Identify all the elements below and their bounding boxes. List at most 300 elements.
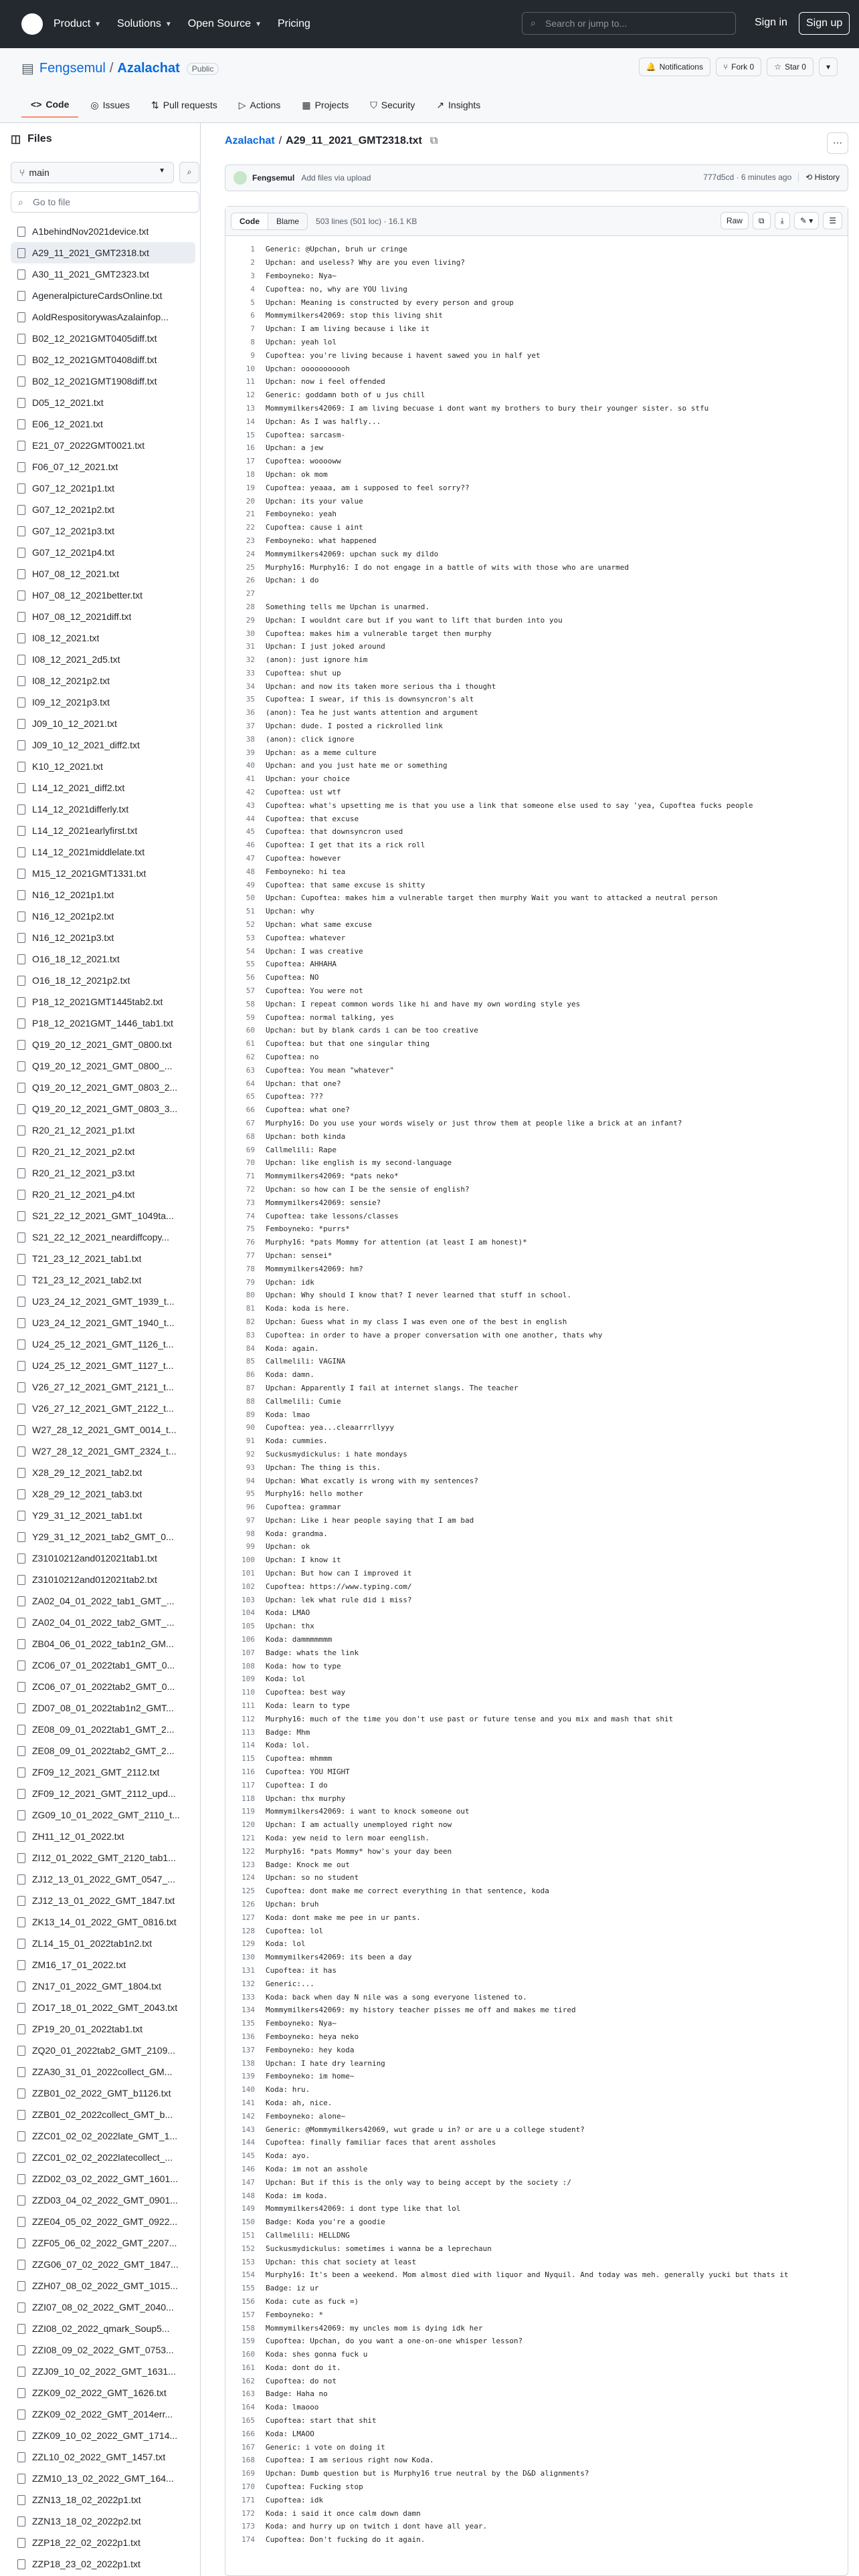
line-number[interactable]: 78	[246, 1264, 255, 1273]
symbols-panel-icon[interactable]: ☰	[823, 212, 842, 229]
sidebar-file-item[interactable]	[11, 499, 195, 520]
star-dropdown-button[interactable]	[819, 58, 838, 76]
sidebar-file-item[interactable]	[11, 2147, 195, 2168]
line-number[interactable]: 108	[242, 1661, 255, 1671]
line-number[interactable]: 101	[242, 1569, 255, 1578]
line-number[interactable]: 60	[246, 1026, 255, 1035]
line-number[interactable]: 75	[246, 1224, 255, 1234]
line-number[interactable]: 171	[242, 2495, 255, 2504]
line-number[interactable]: 22	[246, 523, 255, 532]
line-number[interactable]: 28	[246, 602, 255, 611]
line-number[interactable]: 59	[246, 1012, 255, 1022]
sidebar-file-item[interactable]	[11, 2489, 195, 2510]
line-number[interactable]: 144	[242, 2138, 255, 2147]
line-number[interactable]: 21	[246, 510, 255, 519]
line-number[interactable]: 11	[246, 377, 255, 387]
line-number[interactable]: 43	[246, 800, 255, 810]
line-number[interactable]: 162	[242, 2376, 255, 2385]
sidebar-file-item[interactable]	[11, 328, 195, 349]
line-number[interactable]: 81	[246, 1304, 255, 1313]
sidebar-file-item[interactable]	[11, 2104, 195, 2125]
sidebar-file-item[interactable]	[11, 713, 195, 734]
code-view-tab[interactable]: Code	[231, 213, 268, 229]
line-number[interactable]: 93	[246, 1463, 255, 1472]
line-number[interactable]: 94	[246, 1476, 255, 1485]
sidebar-file-item[interactable]	[11, 649, 195, 670]
global-search-input[interactable]	[522, 12, 736, 35]
line-number[interactable]: 83	[246, 1330, 255, 1339]
sidebar-file-item[interactable]	[11, 1933, 195, 1954]
sign-in-link[interactable]: Sign in	[755, 17, 787, 28]
line-number[interactable]: 130	[242, 1953, 255, 1962]
line-number[interactable]: 143	[242, 2125, 255, 2134]
sidebar-file-item[interactable]	[11, 991, 195, 1012]
line-number[interactable]: 40	[246, 761, 255, 770]
sidebar-file-item[interactable]	[11, 2082, 195, 2104]
sidebar-file-item[interactable]	[11, 1012, 195, 1034]
search-files-button[interactable]	[179, 162, 199, 183]
line-number[interactable]: 159	[242, 2337, 255, 2346]
sidebar-file-item[interactable]	[11, 1333, 195, 1355]
line-number[interactable]: 70	[246, 1158, 255, 1168]
sidebar-file-item[interactable]	[11, 221, 195, 242]
sidebar-file-item[interactable]	[11, 798, 195, 820]
commit-message-link[interactable]: Add files via upload	[301, 173, 371, 183]
line-number[interactable]: 121	[242, 1834, 255, 1843]
line-number[interactable]: 110	[242, 1688, 255, 1697]
line-number[interactable]: 10	[246, 364, 255, 373]
sidebar-file-item[interactable]	[11, 1590, 195, 1612]
line-number[interactable]: 90	[246, 1423, 255, 1432]
nav-solutions[interactable]	[117, 18, 172, 30]
line-number[interactable]: 74	[246, 1211, 255, 1220]
sidebar-file-item[interactable]	[11, 477, 195, 499]
line-number[interactable]: 26	[246, 576, 255, 585]
sidebar-file-item[interactable]	[11, 2403, 195, 2425]
repo-name-link[interactable]: Azalachat	[117, 61, 180, 76]
line-number[interactable]: 91	[246, 1436, 255, 1446]
sidebar-file-item[interactable]	[11, 1740, 195, 1761]
line-number[interactable]: 139	[242, 2072, 255, 2081]
line-number[interactable]: 124	[242, 1873, 255, 1883]
line-number[interactable]: 155	[242, 2284, 255, 2293]
breadcrumb-repo-link[interactable]: Azalachat	[225, 135, 275, 146]
line-number[interactable]: 158	[242, 2323, 255, 2333]
line-number[interactable]: 72	[246, 1184, 255, 1194]
line-number[interactable]: 58	[246, 999, 255, 1008]
sidebar-file-item[interactable]	[11, 820, 195, 841]
copy-path-icon[interactable]: ⧉	[430, 135, 438, 146]
line-number[interactable]: 112	[242, 1714, 255, 1723]
sidebar-file-item[interactable]	[11, 2232, 195, 2254]
notifications-button[interactable]	[639, 58, 710, 76]
line-number[interactable]: 9	[250, 350, 255, 360]
line-number[interactable]: 86	[246, 1370, 255, 1380]
line-number[interactable]: 16	[246, 443, 255, 453]
line-number[interactable]: 46	[246, 841, 255, 850]
sidebar-file-item[interactable]	[11, 2361, 195, 2382]
line-number[interactable]: 116	[242, 1767, 255, 1777]
sidebar-file-item[interactable]	[11, 1954, 195, 1975]
sidebar-file-item[interactable]	[11, 1355, 195, 1376]
repo-owner-link[interactable]: Fengsemul	[39, 61, 106, 76]
sidebar-file-item[interactable]	[11, 2254, 195, 2275]
line-number[interactable]: 47	[246, 854, 255, 863]
line-number[interactable]: 167	[242, 2442, 255, 2452]
line-number[interactable]: 2	[250, 258, 255, 267]
line-number[interactable]: 120	[242, 1820, 255, 1830]
line-number[interactable]: 62	[246, 1053, 255, 1061]
line-number[interactable]: 53	[246, 933, 255, 942]
line-number[interactable]: 145	[242, 2151, 255, 2161]
line-number[interactable]: 51	[246, 907, 255, 916]
tab-projects[interactable]	[292, 92, 358, 118]
line-number[interactable]: 68	[246, 1132, 255, 1141]
sidebar-file-item[interactable]	[11, 1654, 195, 1676]
line-number[interactable]: 31	[246, 642, 255, 651]
line-number[interactable]: 84	[246, 1344, 255, 1353]
line-number[interactable]: 66	[246, 1105, 255, 1115]
line-number[interactable]: 35	[246, 695, 255, 704]
line-number[interactable]: 134	[242, 2006, 255, 2015]
line-number[interactable]: 131	[242, 1965, 255, 1975]
line-number[interactable]: 13	[246, 403, 255, 413]
sidebar-file-item[interactable]	[11, 370, 195, 392]
sidebar-file-item[interactable]	[11, 2468, 195, 2489]
line-number[interactable]: 64	[246, 1079, 255, 1088]
sidebar-file-item[interactable]	[11, 2168, 195, 2189]
line-number[interactable]: 163	[242, 2389, 255, 2399]
line-number[interactable]: 69	[246, 1145, 255, 1154]
sidebar-file-item[interactable]	[11, 2532, 195, 2553]
line-number[interactable]: 123	[242, 1860, 255, 1869]
line-number[interactable]: 15	[246, 430, 255, 439]
line-number[interactable]: 49	[246, 880, 255, 889]
line-number[interactable]: 132	[242, 1979, 255, 1988]
sidebar-file-item[interactable]	[11, 2553, 195, 2575]
line-number[interactable]: 141	[242, 2098, 255, 2107]
sidebar-file-item[interactable]	[11, 349, 195, 370]
history-button[interactable]	[798, 173, 840, 182]
line-number[interactable]: 98	[246, 1529, 255, 1538]
line-number[interactable]: 42	[246, 788, 255, 797]
sidebar-file-item[interactable]	[11, 1034, 195, 1055]
line-number[interactable]: 37	[246, 722, 255, 731]
sidebar-file-item[interactable]	[11, 905, 195, 927]
sidebar-file-item[interactable]	[11, 1462, 195, 1483]
line-number[interactable]: 8	[250, 337, 255, 346]
line-number[interactable]: 114	[242, 1741, 255, 1750]
sidebar-file-item[interactable]	[11, 1376, 195, 1398]
sidebar-file-item[interactable]	[11, 1077, 195, 1098]
sidebar-file-item[interactable]	[11, 1547, 195, 1569]
raw-button[interactable]: Raw	[721, 212, 749, 229]
line-number[interactable]: 61	[246, 1039, 255, 1049]
sidebar-file-item[interactable]	[11, 542, 195, 563]
more-options-button[interactable]	[827, 132, 848, 154]
sidebar-file-item[interactable]	[11, 1804, 195, 1826]
sidebar-file-item[interactable]	[11, 435, 195, 456]
tab-issues[interactable]	[81, 92, 139, 118]
sidebar-file-item[interactable]	[11, 1569, 195, 1590]
line-number[interactable]: 102	[242, 1582, 255, 1591]
sidebar-file-item[interactable]	[11, 1291, 195, 1312]
line-number[interactable]: 73	[246, 1198, 255, 1207]
line-number[interactable]: 1	[250, 245, 255, 254]
line-number[interactable]: 5	[250, 298, 255, 307]
commit-hash-time[interactable]: 777d5cd · 6 minutes ago	[703, 173, 792, 182]
line-number[interactable]: 161	[242, 2363, 255, 2372]
line-number[interactable]: 33	[246, 668, 255, 677]
sidebar-file-item[interactable]	[11, 1719, 195, 1740]
line-number[interactable]: 57	[246, 986, 255, 996]
line-number[interactable]: 151	[242, 2230, 255, 2240]
sidebar-file-item[interactable]	[11, 1119, 195, 1141]
sidebar-file-item[interactable]	[11, 1676, 195, 1697]
sidebar-file-item[interactable]	[11, 2018, 195, 2040]
line-number[interactable]: 117	[242, 1780, 255, 1790]
sidebar-file-item[interactable]	[11, 2189, 195, 2211]
line-number[interactable]: 128	[242, 1926, 255, 1935]
line-number[interactable]: 135	[242, 2019, 255, 2028]
sidebar-file-item[interactable]	[11, 242, 195, 263]
line-number[interactable]: 27	[246, 589, 255, 599]
sidebar-file-item[interactable]	[11, 841, 195, 863]
sidebar-file-item[interactable]	[11, 1612, 195, 1633]
sidebar-file-item[interactable]	[11, 884, 195, 905]
tab-code[interactable]	[21, 92, 78, 118]
sidebar-file-item[interactable]	[11, 2425, 195, 2446]
sidebar-file-item[interactable]	[11, 948, 195, 970]
line-number[interactable]: 138	[242, 2058, 255, 2068]
sidebar-file-item[interactable]	[11, 1419, 195, 1440]
sidebar-collapse-icon[interactable]: ◫	[11, 134, 21, 145]
sidebar-file-item[interactable]	[11, 2125, 195, 2147]
sidebar-file-item[interactable]	[11, 413, 195, 435]
nav-pricing[interactable]	[278, 18, 310, 30]
sidebar-file-item[interactable]	[11, 2510, 195, 2532]
sidebar-file-item[interactable]	[11, 584, 195, 606]
sidebar-file-item[interactable]	[11, 1911, 195, 1933]
sidebar-file-item[interactable]	[11, 263, 195, 285]
sidebar-file-item[interactable]	[11, 1141, 195, 1162]
line-number[interactable]: 76	[246, 1238, 255, 1247]
sidebar-file-item[interactable]	[11, 1269, 195, 1291]
line-number[interactable]: 12	[246, 391, 255, 400]
avatar[interactable]	[233, 171, 247, 185]
line-number[interactable]: 153	[242, 2257, 255, 2266]
line-number[interactable]: 109	[242, 1675, 255, 1684]
line-number[interactable]: 119	[242, 1807, 255, 1816]
line-number[interactable]: 14	[246, 417, 255, 426]
sidebar-file-item[interactable]	[11, 2275, 195, 2296]
sidebar-file-item[interactable]	[11, 2318, 195, 2339]
sidebar-file-item[interactable]	[11, 970, 195, 991]
tab-pull-requests[interactable]	[142, 92, 227, 118]
github-logo-icon[interactable]	[21, 13, 43, 35]
line-number[interactable]: 118	[242, 1794, 255, 1803]
sidebar-file-item[interactable]	[11, 756, 195, 777]
line-number[interactable]: 41	[246, 774, 255, 784]
line-number[interactable]: 137	[242, 2045, 255, 2054]
sidebar-file-item[interactable]	[11, 734, 195, 756]
line-number[interactable]: 38	[246, 734, 255, 744]
line-number[interactable]: 4	[250, 284, 255, 294]
line-number[interactable]: 85	[246, 1357, 255, 1366]
line-number[interactable]: 44	[246, 814, 255, 823]
tab-actions[interactable]	[229, 92, 290, 118]
line-number[interactable]: 165	[242, 2416, 255, 2426]
sidebar-file-item[interactable]	[11, 1398, 195, 1419]
sidebar-file-item[interactable]	[11, 627, 195, 649]
sidebar-file-item[interactable]	[11, 691, 195, 713]
line-number[interactable]: 142	[242, 2111, 255, 2121]
line-number[interactable]: 168	[242, 2456, 255, 2465]
line-number[interactable]: 136	[242, 2032, 255, 2041]
line-number[interactable]: 166	[242, 2429, 255, 2438]
line-number[interactable]: 97	[246, 1515, 255, 1525]
sidebar-file-item[interactable]	[11, 1890, 195, 1911]
line-number[interactable]: 147	[242, 2177, 255, 2187]
sidebar-file-item[interactable]	[11, 1783, 195, 1804]
sidebar-file-item[interactable]	[11, 1098, 195, 1119]
line-number[interactable]: 104	[242, 1608, 255, 1618]
sidebar-file-item[interactable]	[11, 306, 195, 328]
nav-product[interactable]	[54, 18, 101, 30]
sidebar-file-item[interactable]	[11, 1483, 195, 1505]
line-number[interactable]: 24	[246, 549, 255, 558]
sidebar-file-item[interactable]	[11, 863, 195, 884]
line-number[interactable]: 39	[246, 748, 255, 757]
sidebar-file-item[interactable]	[11, 777, 195, 798]
sidebar-file-item[interactable]	[11, 1505, 195, 1526]
branch-selector[interactable]	[11, 162, 174, 183]
sidebar-file-item[interactable]	[11, 1205, 195, 1226]
sidebar-file-item[interactable]	[11, 670, 195, 691]
line-number[interactable]: 88	[246, 1396, 255, 1406]
sidebar-file-item[interactable]	[11, 392, 195, 413]
line-number[interactable]: 34	[246, 681, 255, 691]
sidebar-file-item[interactable]	[11, 1055, 195, 1077]
sidebar-file-item[interactable]	[11, 1997, 195, 2018]
line-number[interactable]: 50	[246, 893, 255, 903]
line-number[interactable]: 103	[242, 1595, 255, 1604]
line-number[interactable]: 52	[246, 920, 255, 930]
line-number[interactable]: 30	[246, 629, 255, 638]
line-number[interactable]: 122	[242, 1846, 255, 1856]
sidebar-file-item[interactable]	[11, 563, 195, 584]
line-number[interactable]: 3	[250, 271, 255, 280]
sidebar-file-item[interactable]	[11, 1226, 195, 1248]
line-number[interactable]: 133	[242, 1992, 255, 2002]
star-button[interactable]	[767, 58, 814, 76]
line-number[interactable]: 152	[242, 2244, 255, 2253]
fork-button[interactable]	[716, 58, 761, 76]
edit-icon[interactable]: ✎ ▾	[794, 212, 819, 229]
line-number[interactable]: 55	[246, 960, 255, 969]
line-number[interactable]: 96	[246, 1503, 255, 1512]
line-number[interactable]: 157	[242, 2310, 255, 2319]
line-number[interactable]: 79	[246, 1277, 255, 1287]
line-number[interactable]: 126	[242, 1900, 255, 1909]
sign-up-button[interactable]: Sign up	[799, 12, 850, 35]
line-number[interactable]: 17	[246, 457, 255, 466]
commit-author-link[interactable]: Fengsemul	[252, 173, 295, 183]
sidebar-file-item[interactable]	[11, 1184, 195, 1205]
sidebar-file-item[interactable]	[11, 1975, 195, 1997]
sidebar-file-item[interactable]	[11, 2382, 195, 2403]
line-number[interactable]: 156	[242, 2296, 255, 2306]
line-number[interactable]: 164	[242, 2403, 255, 2412]
sidebar-file-item[interactable]	[11, 2296, 195, 2318]
line-number[interactable]: 172	[242, 2508, 255, 2518]
line-number[interactable]: 113	[242, 1727, 255, 1737]
line-number[interactable]: 89	[246, 1410, 255, 1419]
line-number[interactable]: 23	[246, 536, 255, 545]
line-number[interactable]: 65	[246, 1092, 255, 1101]
line-number[interactable]: 19	[246, 483, 255, 492]
line-number[interactable]: 56	[246, 973, 255, 982]
line-number[interactable]: 63	[246, 1065, 255, 1075]
line-number[interactable]: 129	[242, 1939, 255, 1949]
line-number[interactable]: 87	[246, 1383, 255, 1392]
sidebar-file-item[interactable]	[11, 927, 195, 948]
blame-view-tab[interactable]: Blame	[276, 216, 300, 226]
line-number[interactable]: 54	[246, 946, 255, 956]
line-number[interactable]: 106	[242, 1635, 255, 1644]
sidebar-file-item[interactable]	[11, 1697, 195, 1719]
line-number[interactable]: 92	[246, 1449, 255, 1459]
download-icon[interactable]: ⤓	[775, 212, 790, 229]
line-number[interactable]: 105	[242, 1622, 255, 1631]
line-number[interactable]: 36	[246, 708, 255, 718]
sidebar-file-item[interactable]	[11, 2040, 195, 2061]
sidebar-file-item[interactable]	[11, 520, 195, 542]
line-number[interactable]: 95	[246, 1489, 255, 1499]
go-to-file-input[interactable]	[11, 191, 199, 213]
line-number[interactable]: 100	[242, 1555, 255, 1565]
line-number[interactable]: 140	[242, 2085, 255, 2095]
sidebar-file-item[interactable]	[11, 2339, 195, 2361]
line-number[interactable]: 111	[242, 1701, 255, 1711]
sidebar-file-item[interactable]	[11, 1633, 195, 1654]
sidebar-file-item[interactable]	[11, 456, 195, 477]
sidebar-file-item[interactable]	[11, 1847, 195, 1868]
line-number[interactable]: 154	[242, 2270, 255, 2280]
line-number[interactable]: 80	[246, 1291, 255, 1300]
line-number[interactable]: 77	[246, 1251, 255, 1260]
line-number[interactable]: 32	[246, 655, 255, 665]
sidebar-file-item[interactable]	[11, 1868, 195, 1890]
line-number[interactable]: 71	[246, 1172, 255, 1181]
line-number[interactable]: 146	[242, 2164, 255, 2173]
line-number[interactable]: 148	[242, 2191, 255, 2200]
line-number[interactable]: 115	[242, 1754, 255, 1763]
copy-icon[interactable]: ⧉	[753, 212, 771, 229]
sidebar-file-item[interactable]	[11, 1526, 195, 1547]
line-number[interactable]: 107	[242, 1648, 255, 1657]
line-number[interactable]: 29	[246, 615, 255, 625]
line-number[interactable]: 67	[246, 1118, 255, 1128]
line-number[interactable]: 25	[246, 562, 255, 572]
sidebar-file-item[interactable]	[11, 2446, 195, 2468]
line-number[interactable]: 173	[242, 2522, 255, 2531]
line-number[interactable]: 99	[246, 1542, 255, 1551]
line-number[interactable]: 170	[242, 2482, 255, 2492]
line-number[interactable]: 127	[242, 1913, 255, 1922]
line-number[interactable]: 149	[242, 2204, 255, 2214]
sidebar-file-item[interactable]	[11, 2211, 195, 2232]
